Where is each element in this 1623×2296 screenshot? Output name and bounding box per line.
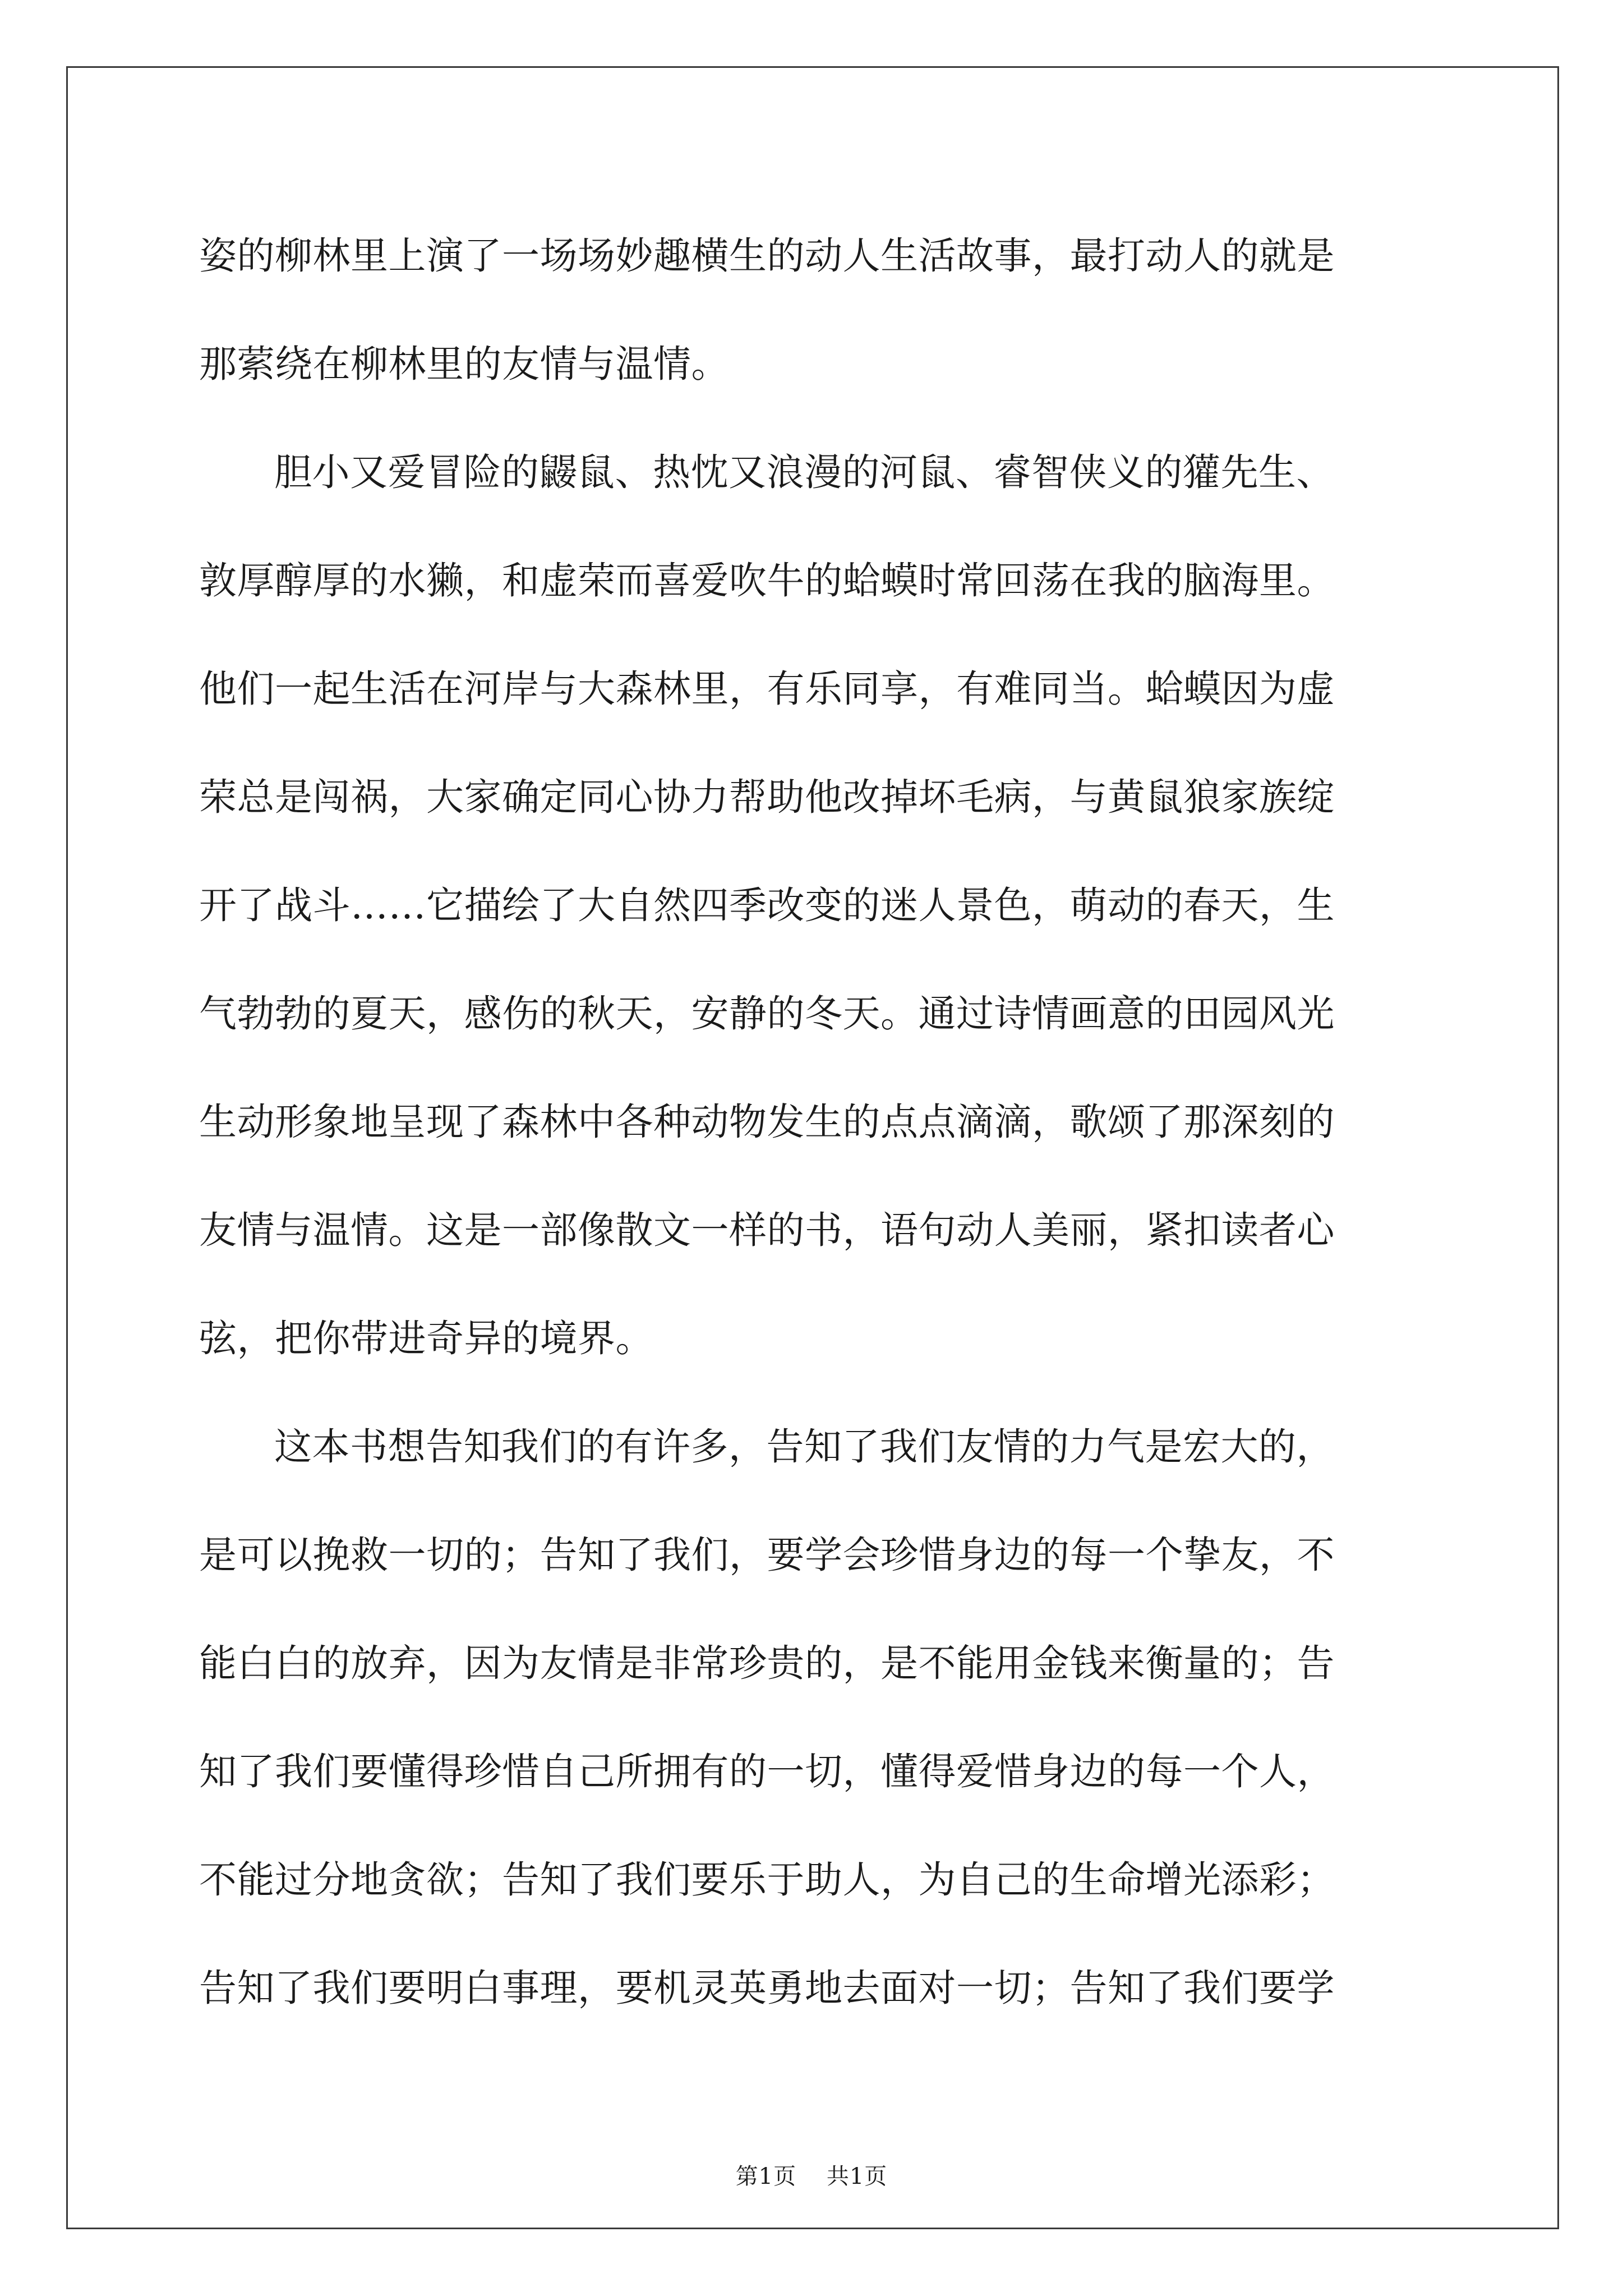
text-line: 知了我们要懂得珍惜自己所拥有的一切，懂得爱惜身边的每一个人， <box>199 1750 1335 1793</box>
text-line: 告知了我们要明白事理，要机灵英勇地去面对一切；告知了我们要学 <box>199 1966 1335 2010</box>
page-number: 第1页 <box>735 2164 797 2189</box>
paragraph-1 <box>199 202 1433 418</box>
page-footer <box>0 2159 1623 2191</box>
text-line: 敦厚醇厚的水獭，和虚荣而喜爱吹牛的蛤蟆时常回荡在我的脑海里。 <box>199 559 1335 602</box>
text-line: 开了战斗……它描绘了大自然四季改变的迷人景色，萌动的春天，生 <box>199 884 1335 927</box>
text-line: 是可以挽救一切的；告知了我们，要学会珍惜身边的每一个挚友，不 <box>199 1533 1335 1577</box>
paragraph-2 <box>199 418 1433 1393</box>
text-line: 姿的柳林里上演了一场场妙趣横生的动人生活故事，最打动人的就是 <box>199 234 1335 278</box>
text-line: 他们一起生活在河岸与大森林里，有乐同享，有难同当。蛤蟆因为虚 <box>199 667 1335 711</box>
document-body <box>199 202 1433 2042</box>
text-line: 气勃勃的夏天，感伤的秋天，安静的冬天。通过诗情画意的田园风光 <box>199 992 1335 1036</box>
text-line: 友情与温情。这是一部像散文一样的书，语句动人美丽，紧扣读者心 <box>199 1208 1335 1252</box>
text-line: 荣总是闯祸，大家确定同心协力帮助他改掉坏毛病，与黄鼠狼家族绽 <box>199 775 1335 819</box>
text-line: 这本书想告知我们的有许多，告知了我们友情的力气是宏大的， <box>274 1425 1334 1469</box>
text-line: 那萦绕在柳林里的友情与温情。 <box>199 342 729 386</box>
text-line: 能白白的放弃，因为友情是非常珍贵的，是不能用金钱来衡量的；告 <box>199 1641 1335 1685</box>
page-total: 共1页 <box>826 2164 888 2189</box>
text-line: 生动形象地呈现了森林中各种动物发生的点点滴滴，歌颂了那深刻的 <box>199 1100 1335 1144</box>
text-line: 不能过分地贪欲；告知了我们要乐于助人，为自己的生命增光添彩； <box>199 1858 1335 1902</box>
text-line: 弦，把你带进奇异的境界。 <box>199 1317 653 1360</box>
text-line: 胆小又爱冒险的鼹鼠、热忱又浪漫的河鼠、睿智侠义的獾先生、 <box>274 450 1334 494</box>
paragraph-3 <box>199 1393 1433 2042</box>
